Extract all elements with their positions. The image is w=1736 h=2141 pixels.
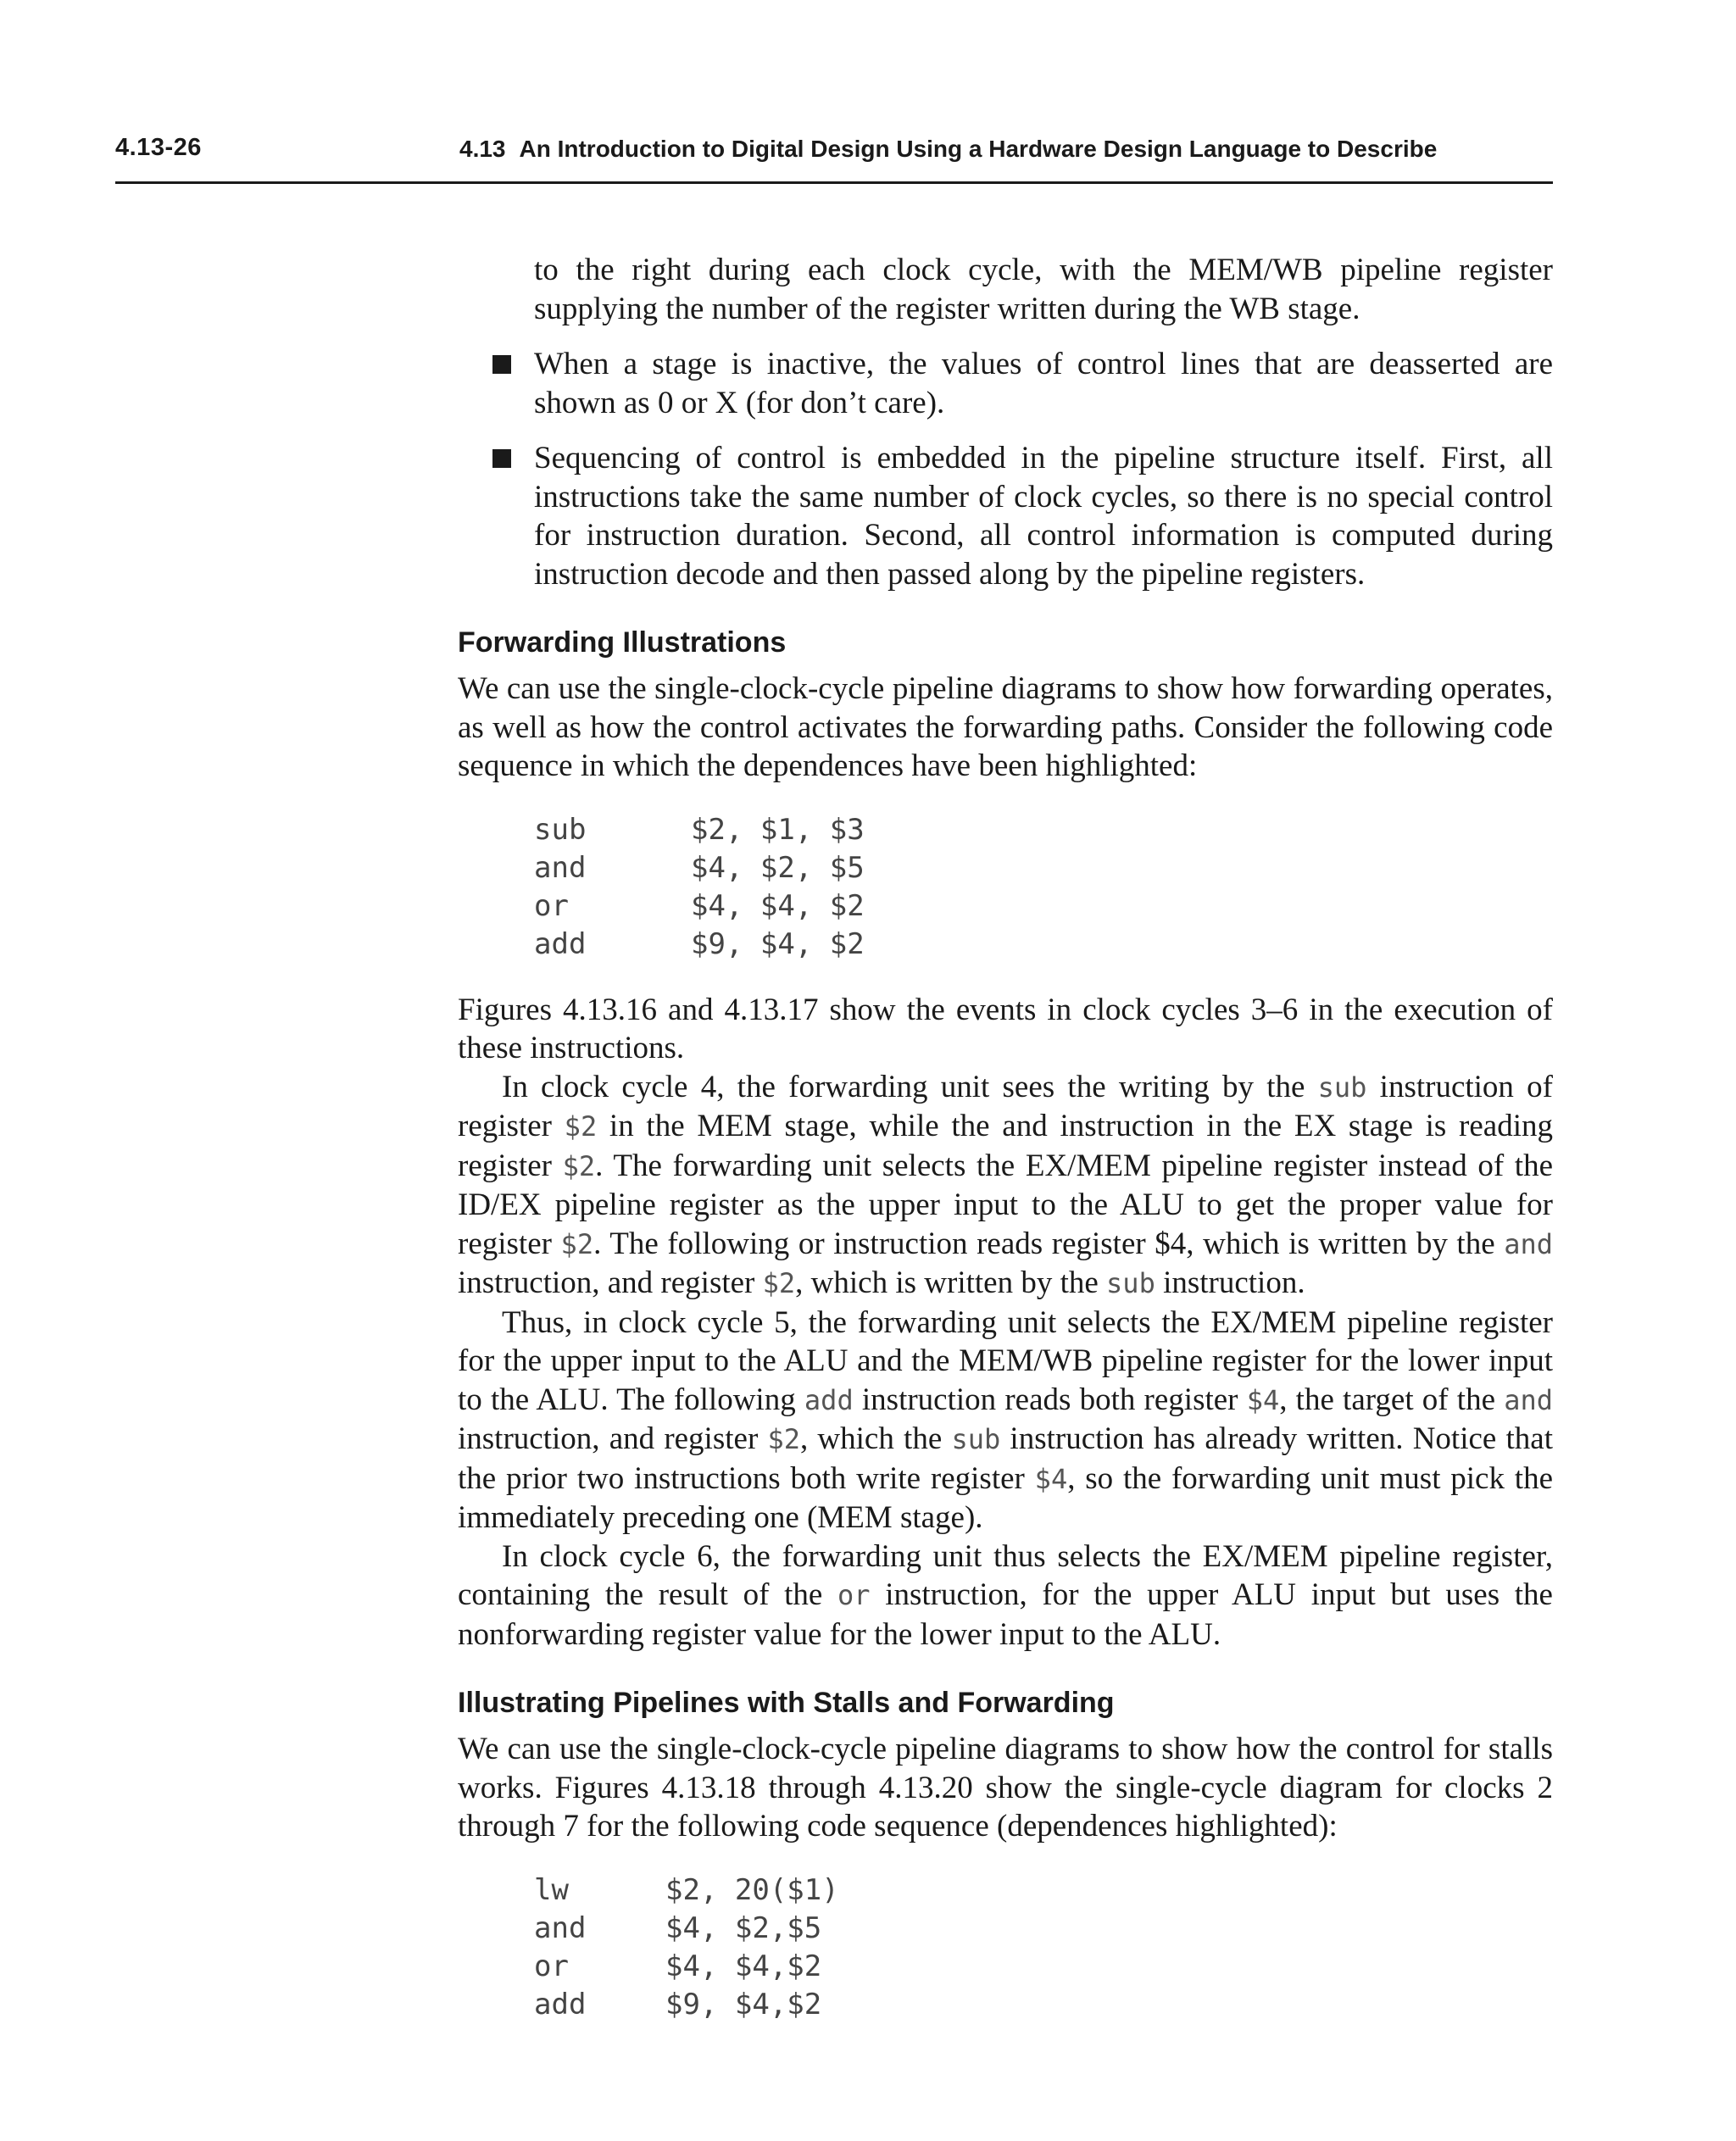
- code-line: [534, 849, 1553, 887]
- text-run: , which is written by the: [795, 1265, 1107, 1300]
- code-opcode: add: [534, 926, 587, 961]
- code-operands: $9, $4, $2: [691, 926, 865, 961]
- text-run: instruction of register: [458, 1069, 1553, 1143]
- text-run: instruction.: [1155, 1265, 1305, 1300]
- section-heading-forwarding: Forwarding Illustrations: [458, 626, 787, 659]
- bullet-text: Sequencing of control is embedded in the pipeline structure itself. First, all instructions take the same number of clock cycles, so there is no special control for instruction duration. Second, all control information is computed during instruction decode and then passed along by the pipeline registers.: [534, 441, 1553, 592]
- inline-code: $2: [562, 1149, 596, 1182]
- inline-code: sub: [1317, 1070, 1367, 1104]
- text-run: instruction reads both register: [853, 1382, 1247, 1417]
- paragraph: We can use the single-clock-cycle pipeline diagrams to show how forwarding operates, as well as how the control activates the forwarding paths. Consider the following code sequence in which the dependences have been highlighted:: [458, 671, 1553, 783]
- section-number: 4.13: [459, 136, 506, 162]
- inline-code: $4: [1246, 1383, 1280, 1416]
- inline-code: add: [804, 1383, 854, 1416]
- text-run: in the MEM stage, while the and instruction in the EX stage is reading register: [458, 1109, 1553, 1183]
- inline-code: and: [1504, 1227, 1554, 1260]
- section-title: An Introduction to Digital Design Using a Hardware Design Language to Describe: [519, 136, 1438, 162]
- text-run: instruction, and register: [458, 1265, 763, 1300]
- page-body: [458, 251, 1553, 2051]
- code-line: [534, 926, 1553, 964]
- text-run: . The following or instruction reads register $4, which is written by the: [593, 1226, 1505, 1261]
- code-opcode: or: [534, 1949, 569, 1983]
- code-opcode: sub: [534, 812, 587, 847]
- code-opcode: or: [534, 888, 569, 923]
- square-bullet-icon: [492, 355, 511, 374]
- inline-code: $4: [1034, 1462, 1068, 1495]
- inline-code: sub: [1106, 1267, 1155, 1299]
- code-opcode: and: [534, 850, 587, 885]
- text-run: , so the forwarding unit must pick the immediately preceding one (MEM stage).: [458, 1460, 1553, 1535]
- text-run: , the target of the: [1279, 1382, 1505, 1417]
- code-opcode: and: [534, 1910, 587, 1945]
- text-run: instruction, and register: [458, 1421, 768, 1456]
- inline-code: and: [1504, 1383, 1553, 1416]
- code-line: [534, 1871, 1553, 1910]
- inline-code: or: [837, 1579, 871, 1611]
- code-listing: [534, 811, 1553, 964]
- text-run: instruction, for the upper ALU input but uses the nonforwarding register value for the lower input to the ALU.: [458, 1577, 1553, 1652]
- inline-code: $2: [762, 1267, 796, 1299]
- inline-code: $2: [564, 1110, 598, 1143]
- inline-code: $2: [767, 1423, 800, 1455]
- code-line: [534, 1910, 1553, 1948]
- section-heading-stalls: Illustrating Pipelines with Stalls and Forwarding: [458, 1687, 1115, 1719]
- code-line: [534, 811, 1553, 849]
- code-operands: $4, $4, $2: [691, 888, 865, 923]
- paragraph-clock-cycle-4: [458, 1068, 1553, 1304]
- running-head-title: [459, 136, 1437, 163]
- bullet-text: When a stage is inactive, the values of control lines that are deasserted are shown as 0 or X (for don’t care).: [534, 347, 1553, 420]
- running-header: [115, 129, 1553, 184]
- code-operands: $4, $4,$2: [665, 1949, 822, 1983]
- square-bullet-icon: [492, 449, 511, 468]
- text-run: instruction has already written. Notice that the prior two instructions both write register: [458, 1421, 1553, 1496]
- text-run: Thus, in clock cycle 5, the forwarding unit selects the EX/MEM pipeline register for the upper input to the ALU and the MEM/WB pipeline register for the lower input to the ALU. The following: [458, 1304, 1553, 1417]
- text-run: In clock cycle 4, the forwarding unit sees the writing by the: [502, 1069, 1318, 1104]
- text-run: , which the: [799, 1421, 952, 1456]
- code-opcode: lw: [534, 1872, 569, 1907]
- inline-code: sub: [951, 1423, 1001, 1455]
- paragraph-clock-cycle-5: [458, 1304, 1553, 1538]
- bullet-item: [534, 345, 1553, 422]
- paragraph: We can use the single-clock-cycle pipeline diagrams to show how the control for stalls works. Figures 4.13.18 through 4.13.20 show the single-cycle diagram for clocks 2 through 7 for the following code sequence (dependences highlighted):: [458, 1732, 1553, 1843]
- code-opcode: add: [534, 1987, 587, 2021]
- code-line: [534, 1948, 1553, 1986]
- code-line: [534, 887, 1553, 926]
- code-operands: $2, $1, $3: [691, 812, 865, 847]
- text-run: In clock cycle 6, the forwarding unit thus selects the EX/MEM pipeline register, containing the result of the: [458, 1538, 1553, 1612]
- code-operands: $9, $4,$2: [665, 1987, 822, 2021]
- code-line: [534, 1986, 1553, 2024]
- code-operands: $4, $2,$5: [665, 1910, 822, 1945]
- inline-code: $2: [560, 1227, 594, 1260]
- text-run: . The forwarding unit selects the EX/MEM pipeline register instead of the ID/EX pipeline register as the upper input to the ALU to get the proper value for register: [458, 1148, 1553, 1261]
- code-operands: $4, $2, $5: [691, 850, 865, 885]
- page-number: 4.13-26: [115, 134, 202, 161]
- continued-bullet-text: to the right during each clock cycle, with the MEM/WB pipeline register supplying the number of the register written during the WB stage.: [534, 253, 1553, 326]
- paragraph: Figures 4.13.16 and 4.13.17 show the events in clock cycles 3–6 in the execution of these instructions.: [458, 992, 1553, 1065]
- code-operands: $2, 20($1): [665, 1872, 839, 1907]
- code-listing: [534, 1871, 1553, 2024]
- paragraph-clock-cycle-6: [458, 1538, 1553, 1654]
- bullet-list: [534, 345, 1553, 593]
- bullet-item: [534, 439, 1553, 593]
